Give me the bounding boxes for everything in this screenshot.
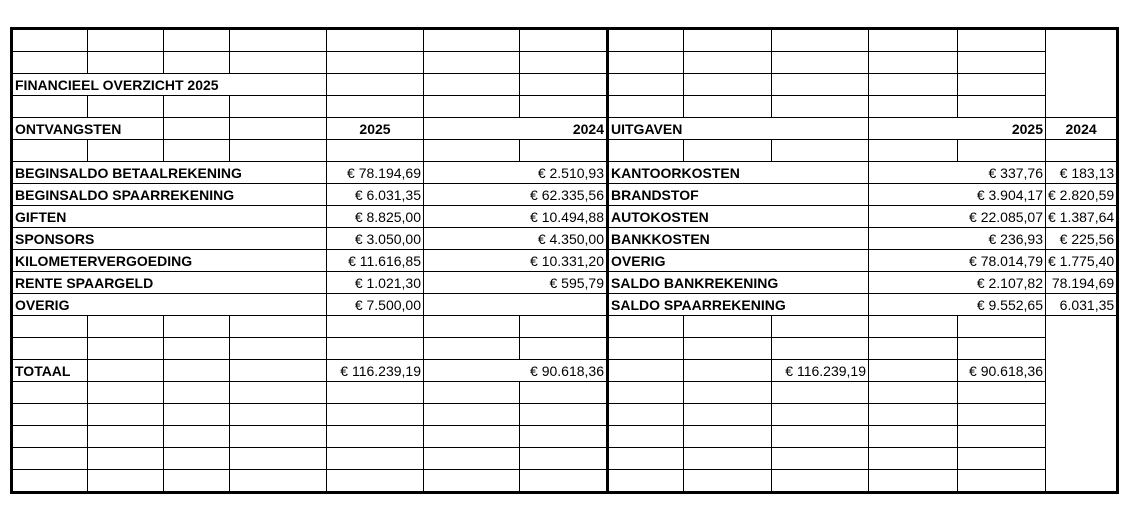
sheet-cell[interactable] — [869, 338, 958, 360]
sheet-cell[interactable] — [772, 316, 869, 338]
expenses-year-current-header[interactable]: 2025 — [869, 118, 1046, 140]
sheet-cell[interactable] — [772, 29, 869, 52]
sheet-cell[interactable] — [230, 448, 327, 470]
sheet-cell[interactable] — [88, 426, 164, 448]
income-total-2025[interactable]: € 116.239,19 — [327, 360, 424, 382]
expense-value-2025[interactable]: € 9.552,65 — [869, 294, 1046, 316]
sheet-cell[interactable] — [164, 360, 230, 382]
income-label[interactable]: RENTE SPAARGELD — [12, 272, 327, 294]
sheet-cell[interactable] — [520, 470, 608, 493]
sheet-cell[interactable] — [684, 316, 772, 338]
income-label[interactable]: GIFTEN — [12, 206, 327, 228]
sheet-cell[interactable] — [424, 470, 520, 493]
sheet-cell[interactable] — [608, 448, 684, 470]
sheet-cell[interactable] — [164, 52, 230, 74]
sheet-cell[interactable] — [164, 382, 230, 404]
income-value-2025[interactable]: € 8.825,00 — [327, 206, 424, 228]
sheet-cell[interactable] — [869, 140, 958, 162]
table-row — [12, 184, 1118, 206]
sheet-cell[interactable] — [869, 96, 958, 118]
sheet-cell[interactable] — [869, 404, 958, 426]
expense-value-2024[interactable]: € 183,13 — [1046, 162, 1118, 184]
income-value-2025[interactable]: € 1.021,30 — [327, 272, 424, 294]
sheet-cell[interactable] — [958, 338, 1046, 360]
sheet-cell[interactable] — [327, 338, 424, 360]
sheet-cell[interactable] — [230, 360, 327, 382]
income-header[interactable]: ONTVANGSTEN — [12, 118, 164, 140]
title-row — [12, 74, 1118, 96]
sheet-cell[interactable] — [869, 426, 958, 448]
sheet-cell[interactable] — [164, 96, 230, 118]
sheet-cell[interactable] — [88, 404, 164, 426]
sheet-row — [12, 338, 1118, 360]
expense-value-2025[interactable]: € 22.085,07 — [869, 206, 1046, 228]
sheet-cell[interactable] — [520, 382, 608, 404]
sheet-title[interactable]: FINANCIEEL OVERZICHT 2025 — [12, 74, 327, 96]
sheet-cell[interactable] — [869, 360, 958, 382]
sheet-cell[interactable] — [608, 338, 684, 360]
expenses-header[interactable]: UITGAVEN — [608, 118, 869, 140]
sheet-cell[interactable] — [327, 29, 424, 52]
income-value-2024[interactable]: € 10.494,88 — [424, 206, 608, 228]
sheet-cell[interactable] — [164, 316, 230, 338]
sheet-cell[interactable] — [164, 338, 230, 360]
sheet-cell[interactable] — [869, 29, 958, 52]
income-value-2025[interactable]: € 6.031,35 — [327, 184, 424, 206]
income-label[interactable]: BEGINSALDO BETAALREKENING — [12, 162, 327, 184]
sheet-cell[interactable] — [424, 426, 520, 448]
sheet-cell[interactable] — [958, 470, 1046, 493]
sheet-cell[interactable] — [958, 52, 1046, 74]
sheet-cell[interactable] — [958, 426, 1046, 448]
income-value-2025[interactable]: € 11.616,85 — [327, 250, 424, 272]
sheet-cell[interactable] — [88, 316, 164, 338]
sheet-cell[interactable] — [12, 96, 88, 118]
income-label[interactable]: OVERIG — [12, 294, 327, 316]
sheet-cell[interactable] — [608, 29, 684, 52]
income-value-2025[interactable]: € 3.050,00 — [327, 228, 424, 250]
income-value-2024[interactable]: € 2.510,93 — [424, 162, 608, 184]
sheet-cell[interactable] — [958, 316, 1046, 338]
sheet-cell[interactable] — [772, 382, 869, 404]
sheet-row — [12, 470, 1118, 493]
sheet-cell[interactable] — [88, 96, 164, 118]
sheet-cell[interactable] — [608, 74, 684, 96]
sheet-cell[interactable] — [88, 338, 164, 360]
sheet-cell[interactable] — [608, 382, 684, 404]
sheet-cell[interactable] — [520, 404, 608, 426]
expense-value-2024[interactable]: 78.194,69 — [1046, 272, 1118, 294]
sheet-cell[interactable] — [12, 140, 88, 162]
sheet-cell[interactable] — [88, 140, 164, 162]
sheet-cell[interactable] — [684, 140, 772, 162]
sheet-cell[interactable] — [424, 96, 520, 118]
expense-label[interactable]: AUTOKOSTEN — [608, 206, 869, 228]
sheet-cell[interactable] — [230, 404, 327, 426]
income-label[interactable]: KILOMETERVERGOEDING — [12, 250, 327, 272]
sheet-cell[interactable] — [869, 470, 958, 493]
sheet-cell[interactable] — [520, 338, 608, 360]
sheet-cell[interactable] — [869, 382, 958, 404]
sheet-cell[interactable] — [230, 382, 327, 404]
sheet-cell[interactable] — [424, 382, 520, 404]
expenses-total-2025[interactable]: € 116.239,19 — [772, 360, 869, 382]
sheet-cell[interactable] — [772, 470, 869, 493]
expense-value-2025[interactable]: € 78.014,79 — [869, 250, 1046, 272]
table-row — [12, 162, 1118, 184]
sheet-cell[interactable] — [230, 29, 327, 52]
sheet-cell[interactable] — [684, 448, 772, 470]
income-value-2024[interactable] — [424, 294, 608, 316]
sheet-cell[interactable] — [230, 470, 327, 493]
sheet-cell[interactable] — [327, 382, 424, 404]
sheet-row — [12, 448, 1118, 470]
sheet-row — [12, 52, 1118, 74]
sheet-cell[interactable] — [869, 448, 958, 470]
sheet-cell[interactable] — [958, 74, 1046, 96]
sheet-cell[interactable] — [12, 404, 88, 426]
sheet-cell[interactable] — [520, 74, 608, 96]
totals-row — [12, 360, 1118, 382]
sheet-cell[interactable] — [424, 448, 520, 470]
header-row — [12, 118, 1118, 140]
expenses-total-2024[interactable]: € 90.618,36 — [958, 360, 1046, 382]
sheet-cell[interactable] — [230, 426, 327, 448]
expense-value-2025[interactable]: € 2.107,82 — [869, 272, 1046, 294]
sheet-cell[interactable] — [88, 382, 164, 404]
sheet-cell[interactable] — [869, 316, 958, 338]
income-year-current-header[interactable]: 2025 — [327, 118, 424, 140]
sheet-cell[interactable] — [327, 140, 424, 162]
sheet-cell[interactable] — [88, 52, 164, 74]
sheet-cell[interactable] — [684, 360, 772, 382]
sheet-cell[interactable] — [772, 426, 869, 448]
sheet-cell[interactable] — [958, 29, 1046, 52]
sheet-cell[interactable] — [958, 382, 1046, 404]
sheet-cell[interactable] — [230, 118, 327, 140]
sheet-cell[interactable] — [230, 96, 327, 118]
sheet-cell[interactable] — [772, 404, 869, 426]
sheet-cell[interactable] — [772, 96, 869, 118]
income-year-previous-header[interactable]: 2024 — [424, 118, 608, 140]
sheet-cell[interactable] — [684, 52, 772, 74]
sheet-cell[interactable] — [12, 448, 88, 470]
sheet-cell[interactable] — [164, 448, 230, 470]
total-label[interactable]: TOTAAL — [12, 360, 88, 382]
sheet-cell[interactable] — [520, 448, 608, 470]
sheet-cell[interactable] — [12, 338, 88, 360]
sheet-cell[interactable] — [164, 118, 230, 140]
sheet-cell[interactable] — [608, 404, 684, 426]
sheet-cell[interactable] — [12, 382, 88, 404]
sheet-cell[interactable] — [327, 96, 424, 118]
sheet-cell[interactable] — [608, 96, 684, 118]
sheet-row — [12, 316, 1118, 338]
table-row — [12, 206, 1118, 228]
sheet-cell[interactable] — [608, 426, 684, 448]
sheet-cell[interactable] — [327, 52, 424, 74]
expense-value-2024[interactable]: € 1.387,64 — [1046, 206, 1118, 228]
sheet-cell[interactable] — [164, 404, 230, 426]
sheet-cell[interactable] — [327, 404, 424, 426]
sheet-cell[interactable] — [12, 426, 88, 448]
sheet-cell[interactable] — [424, 316, 520, 338]
sheet-cell[interactable] — [230, 140, 327, 162]
sheet-cell[interactable] — [88, 448, 164, 470]
sheet-cell[interactable] — [424, 74, 520, 96]
expense-label[interactable]: KANTOORKOSTEN — [608, 162, 869, 184]
sheet-cell[interactable] — [684, 470, 772, 493]
sheet-cell[interactable] — [424, 52, 520, 74]
sheet-cell[interactable] — [684, 74, 772, 96]
sheet-cell[interactable] — [230, 52, 327, 74]
sheet-cell[interactable] — [958, 448, 1046, 470]
sheet-cell[interactable] — [164, 470, 230, 493]
expense-value-2025[interactable]: € 236,93 — [869, 228, 1046, 250]
sheet-cell[interactable] — [88, 360, 164, 382]
sheet-cell[interactable] — [958, 404, 1046, 426]
sheet-cell[interactable] — [869, 74, 958, 96]
expense-label[interactable]: SALDO SPAARREKENING — [608, 294, 869, 316]
income-value-2024[interactable]: € 595,79 — [424, 272, 608, 294]
sheet-cell[interactable] — [684, 338, 772, 360]
income-value-2024[interactable]: € 4.350,00 — [424, 228, 608, 250]
sheet-row — [12, 29, 1118, 52]
expense-value-2024[interactable]: € 2.820,59 — [1046, 184, 1118, 206]
expense-value-2025[interactable]: € 337,76 — [869, 162, 1046, 184]
sheet-cell[interactable] — [164, 29, 230, 52]
income-value-2025[interactable]: € 7.500,00 — [327, 294, 424, 316]
sheet-cell[interactable] — [608, 316, 684, 338]
sheet-cell[interactable] — [424, 140, 520, 162]
expense-value-2024[interactable]: € 225,56 — [1046, 228, 1118, 250]
sheet-cell[interactable] — [12, 29, 88, 52]
sheet-cell[interactable] — [772, 448, 869, 470]
sheet-cell[interactable] — [230, 316, 327, 338]
sheet-cell[interactable] — [88, 470, 164, 493]
sheet-cell[interactable] — [12, 316, 88, 338]
sheet-cell[interactable] — [772, 140, 869, 162]
sheet-cell[interactable] — [230, 338, 327, 360]
sheet-cell[interactable] — [608, 470, 684, 493]
sheet-cell[interactable] — [608, 52, 684, 74]
sheet-cell[interactable] — [772, 74, 869, 96]
sheet-cell[interactable] — [327, 426, 424, 448]
sheet-cell[interactable] — [684, 382, 772, 404]
sheet-cell[interactable] — [164, 140, 230, 162]
sheet-cell[interactable] — [520, 29, 608, 52]
sheet-cell[interactable] — [520, 52, 608, 74]
sheet-cell[interactable] — [520, 96, 608, 118]
sheet-row — [12, 382, 1118, 404]
sheet-cell[interactable] — [684, 404, 772, 426]
expense-label[interactable]: SALDO BANKREKENING — [608, 272, 869, 294]
sheet-row — [12, 140, 1118, 162]
expense-label[interactable]: BRANDSTOF — [608, 184, 869, 206]
table-row — [12, 228, 1118, 250]
sheet-cell[interactable] — [327, 316, 424, 338]
sheet-cell[interactable] — [327, 470, 424, 493]
sheet-row — [12, 96, 1118, 118]
sheet-cell[interactable] — [88, 29, 164, 52]
sheet-cell[interactable] — [12, 470, 88, 493]
expense-label[interactable]: BANKKOSTEN — [608, 228, 869, 250]
sheet-cell[interactable] — [520, 140, 608, 162]
expense-value-2024[interactable]: € 1.775,40 — [1046, 250, 1118, 272]
sheet-cell[interactable] — [520, 316, 608, 338]
sheet-cell[interactable] — [869, 52, 958, 74]
sheet-cell[interactable] — [327, 448, 424, 470]
income-value-2024[interactable]: € 10.331,20 — [424, 250, 608, 272]
income-total-2024[interactable]: € 90.618,36 — [424, 360, 608, 382]
sheet-cell[interactable] — [520, 426, 608, 448]
sheet-cell[interactable] — [772, 338, 869, 360]
income-label[interactable]: BEGINSALDO SPAARREKENING — [12, 184, 327, 206]
sheet-cell[interactable] — [424, 338, 520, 360]
expenses-year-previous-header[interactable]: 2024 — [1046, 118, 1118, 140]
table-row — [12, 272, 1118, 294]
income-value-2025[interactable]: € 78.194,69 — [327, 162, 424, 184]
income-label[interactable]: SPONSORS — [12, 228, 327, 250]
sheet-row — [12, 426, 1118, 448]
sheet-cell[interactable] — [424, 29, 520, 52]
sheet-cell[interactable] — [608, 140, 684, 162]
sheet-cell[interactable] — [684, 96, 772, 118]
sheet-cell[interactable] — [164, 426, 230, 448]
table-row — [12, 294, 1118, 316]
expense-value-2024[interactable]: 6.031,35 — [1046, 294, 1118, 316]
sheet-cell[interactable] — [12, 52, 88, 74]
expense-label[interactable]: OVERIG — [608, 250, 869, 272]
expense-value-2025[interactable]: € 3.904,17 — [869, 184, 1046, 206]
sheet-cell[interactable] — [684, 29, 772, 52]
sheet-cell[interactable] — [327, 74, 424, 96]
sheet-row — [12, 404, 1118, 426]
sheet-cell[interactable] — [958, 96, 1046, 118]
table-row — [12, 250, 1118, 272]
sheet-cell[interactable] — [958, 140, 1046, 162]
sheet-cell[interactable] — [424, 404, 520, 426]
sheet-cell[interactable] — [772, 52, 869, 74]
sheet-cell[interactable] — [684, 426, 772, 448]
financial-overview-sheet — [10, 27, 1119, 494]
income-value-2024[interactable]: € 62.335,56 — [424, 184, 608, 206]
sheet-cell[interactable] — [608, 360, 684, 382]
